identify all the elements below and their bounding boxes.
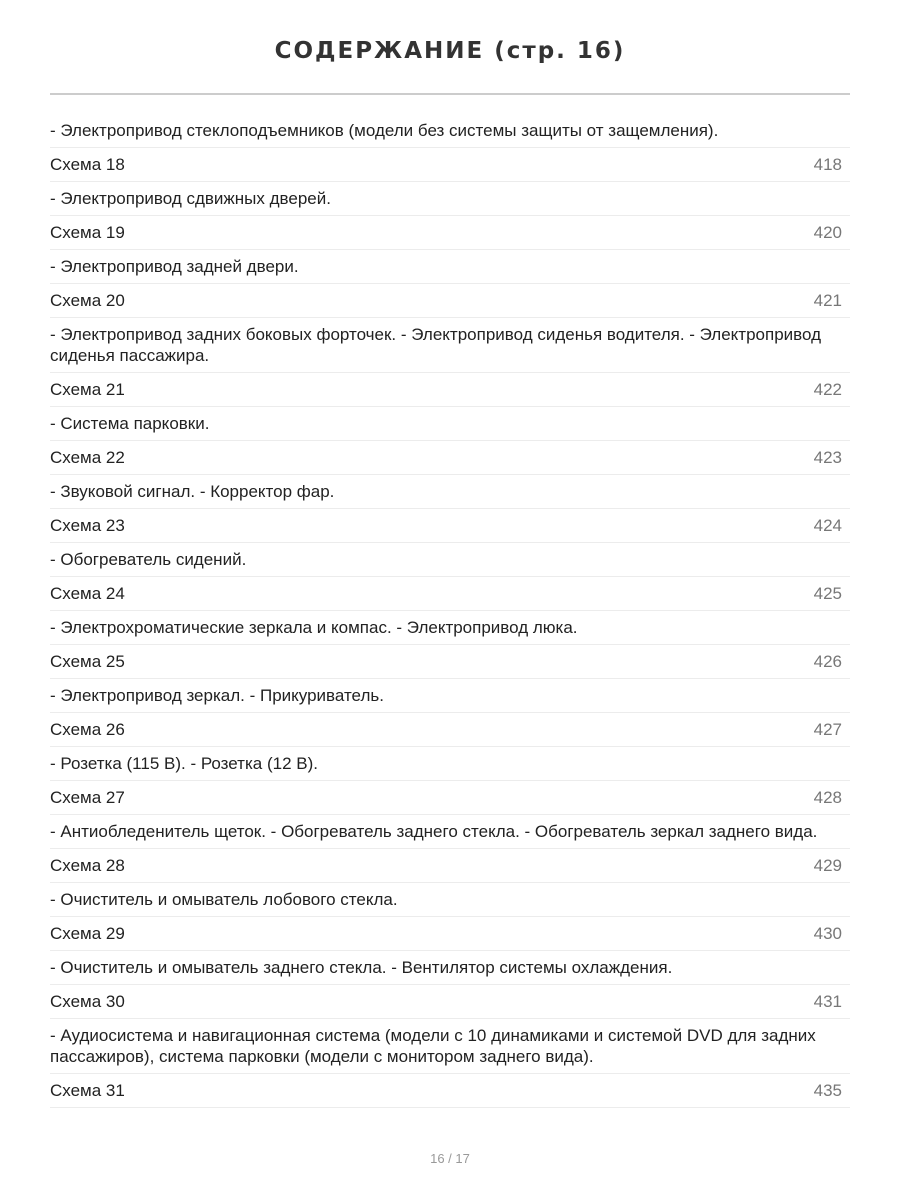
toc-description — [50, 407, 850, 441]
description-text: - Розетка (115 В). - Розетка (12 В). — [50, 754, 318, 773]
page-indicator: 16 / 17 — [430, 1151, 470, 1166]
toc-entry[interactable] — [50, 148, 850, 182]
entry-label[interactable]: Схема 23 — [50, 516, 125, 535]
entry-label[interactable]: Схема 28 — [50, 856, 125, 875]
toc-entry[interactable] — [50, 985, 850, 1019]
entry-label[interactable]: Схема 24 — [50, 584, 125, 603]
page-number: 424 — [813, 516, 842, 535]
toc-description — [50, 951, 850, 985]
toc-description — [50, 475, 850, 509]
toc-entry[interactable] — [50, 917, 850, 951]
toc-entry[interactable] — [50, 1074, 850, 1108]
toc-description — [50, 815, 850, 849]
description-text: - Аудиосистема и навигационная система (модели с 10 динамиками и системой DVD для задних пассажиров), система парковки (модели с монитором заднего вида). — [50, 1026, 816, 1066]
toc-entry[interactable] — [50, 645, 850, 679]
description-text: - Электрохроматические зеркала и компас. - Электропривод люка. — [50, 618, 578, 637]
toc-entry[interactable] — [50, 509, 850, 543]
page-number: 427 — [813, 720, 842, 739]
toc-entry[interactable] — [50, 713, 850, 747]
toc-entry[interactable] — [50, 441, 850, 475]
description-text: - Обогреватель сидений. — [50, 550, 247, 569]
description-text: - Система парковки. — [50, 414, 210, 433]
page-number: 425 — [813, 584, 842, 603]
description-text: - Звуковой сигнал. - Корректор фар. — [50, 482, 335, 501]
toc-description — [50, 747, 850, 781]
entry-label[interactable]: Схема 20 — [50, 291, 125, 310]
entry-label[interactable]: Схема 29 — [50, 924, 125, 943]
toc-description — [50, 114, 850, 148]
entry-label[interactable]: Схема 30 — [50, 992, 125, 1011]
toc-entry[interactable] — [50, 373, 850, 407]
toc-description — [50, 182, 850, 216]
page-number: 426 — [813, 652, 842, 671]
toc-description — [50, 1019, 850, 1074]
toc-description — [50, 679, 850, 713]
description-text: - Очиститель и омыватель заднего стекла. - Вентилятор системы охлаждения. — [50, 958, 673, 977]
entry-label[interactable]: Схема 21 — [50, 380, 125, 399]
page-number: 429 — [813, 856, 842, 875]
toc-entry[interactable] — [50, 577, 850, 611]
toc-list — [50, 114, 850, 1108]
toc-entry[interactable] — [50, 781, 850, 815]
toc-description — [50, 543, 850, 577]
toc-description — [50, 318, 850, 373]
toc-description — [50, 883, 850, 917]
page-number: 420 — [813, 223, 842, 242]
description-text: - Антиобледенитель щеток. - Обогреватель заднего стекла. - Обогреватель зеркал заднего вида. — [50, 822, 818, 841]
entry-label[interactable]: Схема 26 — [50, 720, 125, 739]
toc-description — [50, 611, 850, 645]
description-text: - Электропривод задней двери. — [50, 257, 299, 276]
title-divider — [50, 93, 850, 95]
toc-entry[interactable] — [50, 849, 850, 883]
page-number: 418 — [813, 155, 842, 174]
toc-description — [50, 250, 850, 284]
entry-label[interactable]: Схема 31 — [50, 1081, 125, 1100]
page-number: 422 — [813, 380, 842, 399]
toc-entry[interactable] — [50, 216, 850, 250]
description-text: - Электропривод стеклоподъемников (модели без системы защиты от защемления). — [50, 121, 719, 140]
page-title: СОДЕРЖАНИЕ (стр. 16) — [274, 38, 626, 64]
entry-label[interactable]: Схема 27 — [50, 788, 125, 807]
description-text: - Очиститель и омыватель лобового стекла. — [50, 890, 398, 909]
entry-label[interactable]: Схема 18 — [50, 155, 125, 174]
page-number: 430 — [813, 924, 842, 943]
toc-entry[interactable] — [50, 284, 850, 318]
page-number: 431 — [813, 992, 842, 1011]
entry-label[interactable]: Схема 25 — [50, 652, 125, 671]
description-text: - Электропривод зеркал. - Прикуриватель. — [50, 686, 384, 705]
entry-label[interactable]: Схема 19 — [50, 223, 125, 242]
entry-label[interactable]: Схема 22 — [50, 448, 125, 467]
page-number: 421 — [813, 291, 842, 310]
description-text: - Электропривод задних боковых форточек. - Электропривод сиденья водителя. - Электропривод сиденья пассажира. — [50, 325, 822, 365]
page-number: 428 — [813, 788, 842, 807]
page-number: 435 — [813, 1081, 842, 1100]
page-number: 423 — [813, 448, 842, 467]
description-text: - Электропривод сдвижных дверей. — [50, 189, 331, 208]
